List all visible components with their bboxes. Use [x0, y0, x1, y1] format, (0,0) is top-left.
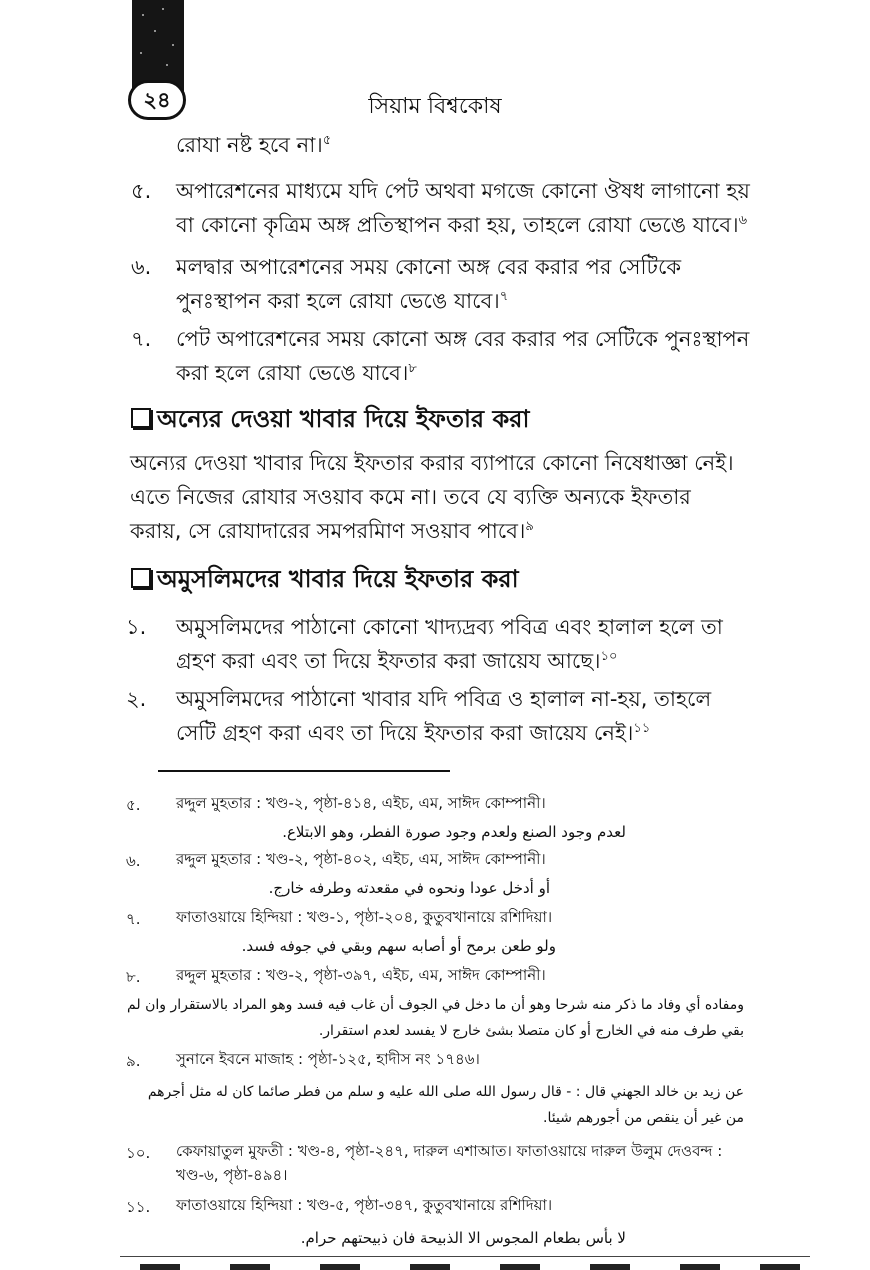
footnote-divider: [158, 770, 450, 772]
page-tab-decoration: [132, 0, 184, 92]
section-heading-others-food: অন্যের দেওয়া খাবার দিয়ে ইফতার করা: [131, 402, 529, 436]
checkbox-icon: [131, 568, 151, 588]
bottom-border: [120, 1256, 810, 1257]
running-head: সিয়াম বিশ্বকোষ: [368, 94, 502, 119]
section-heading-nonmuslim-food: অমুসলিমদের খাবার দিয়ে ইফতার করা: [131, 562, 519, 596]
page-number: ২৪: [128, 80, 186, 120]
checkbox-icon: [131, 408, 151, 428]
continuation-line: রোযা নষ্ট হবে না।$^৫$: [176, 133, 332, 157]
ornament-border: [120, 1262, 810, 1270]
